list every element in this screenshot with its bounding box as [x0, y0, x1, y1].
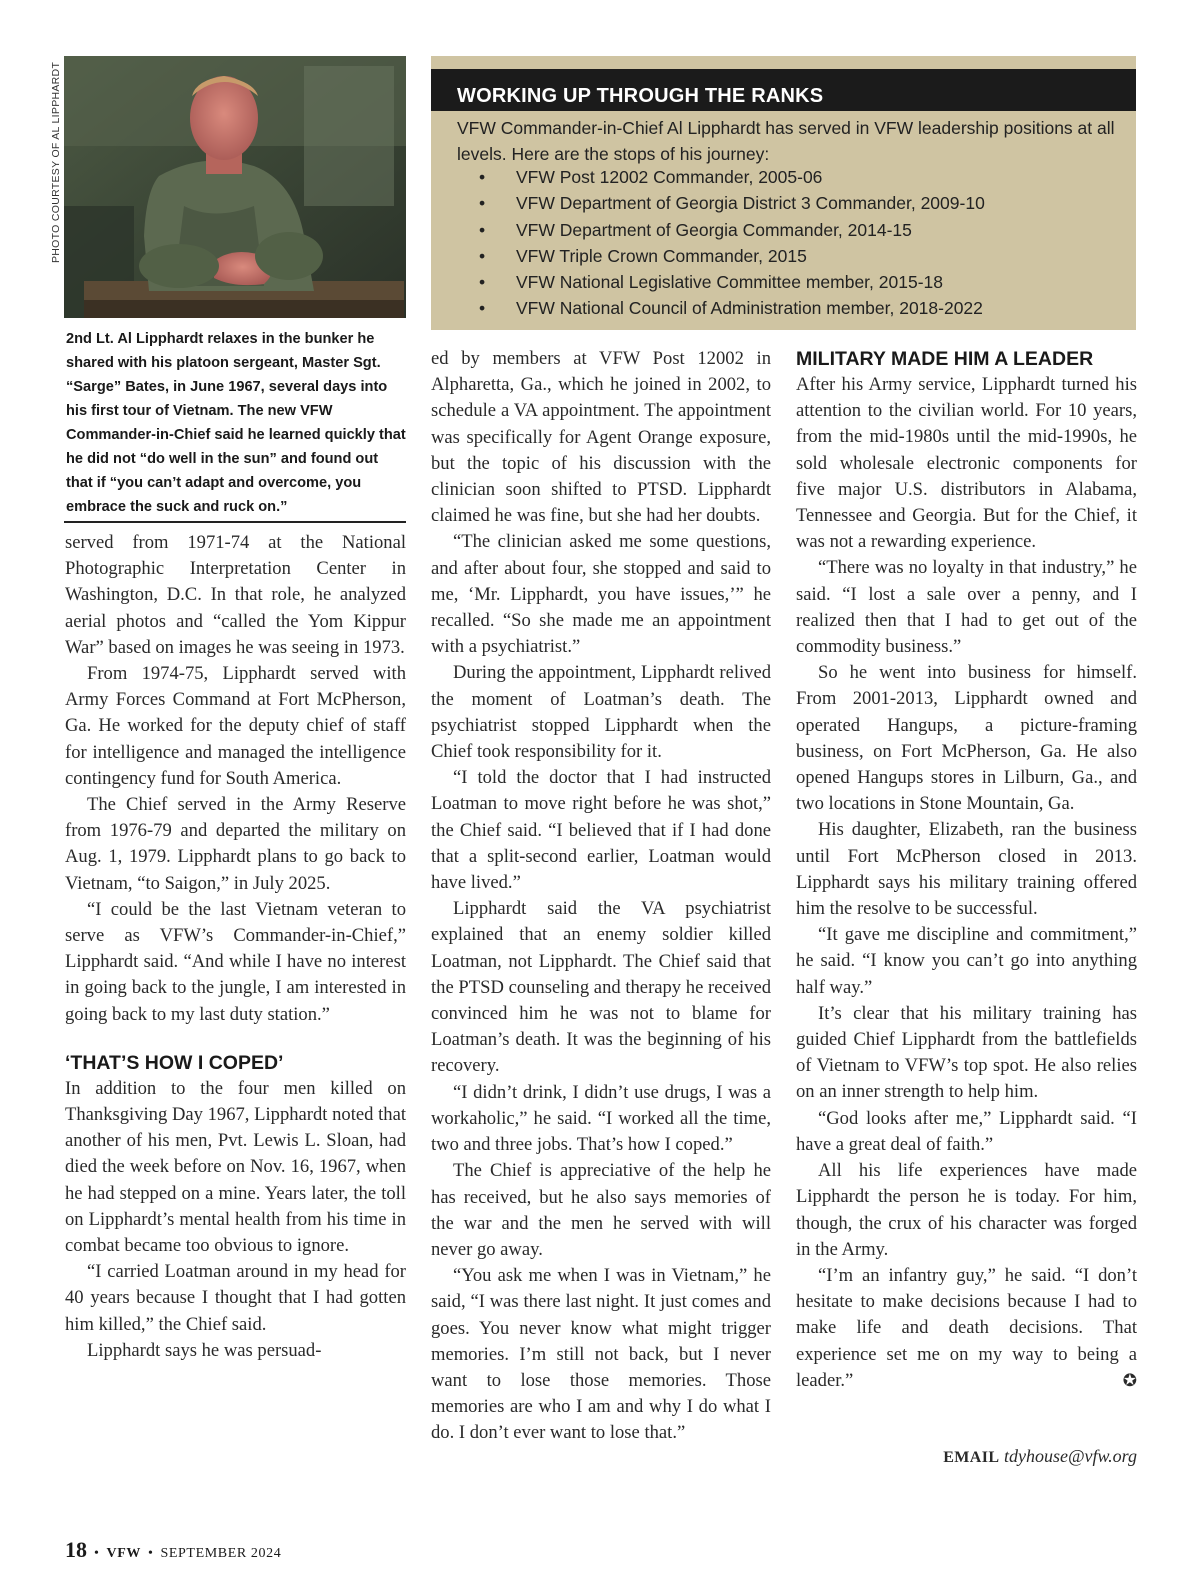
- paragraph: served from 1971-74 at the National Photographic Interpretation Center in Washington, D.C. In that role, he analyzed aerial photos and “called the Yom Kippur War” based on images he was seeing in 1973.: [65, 532, 406, 658]
- paragraph: So he went into business for himself. From 2001-2013, Lipphardt owned and operated Hangups, a picture-framing business, on Fort McPherson, Ga. He also opened Hangups stores in Lilburn, Ga., and two locations in Stone Mountain, Ga.: [796, 662, 1137, 815]
- paragraph-final: [796, 1263, 1137, 1394]
- paragraph: “I told the doctor that I had instructed Loatman to move right before he was shot,” the Chief said. “I believed that if I had done that a split-second earlier, Loatman would have lived.”: [431, 767, 771, 894]
- list-item: [479, 295, 985, 321]
- email-label: EMAIL: [943, 1449, 1000, 1466]
- email-link[interactable]: tdyhouse@vfw.org: [1003, 1446, 1137, 1466]
- article-column-1: [65, 530, 406, 1364]
- bullet-icon: •: [479, 272, 486, 293]
- paragraph: The Chief is appreciative of the help he has received, but he also says memories of the war and the men he served with will never go away.: [431, 1160, 771, 1260]
- paragraph: In addition to the four men killed on Thanksgiving Day 1967, Lipphardt noted that another of his men, Pvt. Lewis L. Sloan, had died the week before on Nov. 16, 1967, when he had stepped on a mine. Years later, the toll on Lipphardt’s mental health from his time in combat became too obvious to ignore.: [65, 1077, 406, 1257]
- paragraph: After his Army service, Lipphardt turned his attention to the civilian world. For 10 years, from the mid-1980s until the mid-1990s, he sold wholesale electronic components for five major U.S. distributors in Alabama, Tennessee and Georgia. But for the Chief, it was not a rewarding experience.: [796, 374, 1137, 553]
- paragraph: His daughter, Elizabeth, ran the business until Fort McPherson closed in 2013. Lipphardt says his military training offered him the resolve to be successful.: [796, 819, 1137, 920]
- list-item: [479, 243, 985, 269]
- paragraph: “I didn’t drink, I didn’t use drugs, I was a workaholic,” he said. “I worked all the time, two and three jobs. That’s how I coped.”: [431, 1081, 771, 1156]
- paragraph: “The clinician asked me some questions, and after about four, she stopped and said to me, ‘Mr. Lipphardt, you have issues,’” he recalled. “So she made me an appointment with a psychiatrist.”: [431, 531, 771, 658]
- paragraph: The Chief served in the Army Reserve from 1976-79 and departed the military on Aug. 1, 1979. Lipphardt plans to go back to Vietnam, “to Saigon,” in July 2025.: [65, 794, 406, 894]
- paragraph: From 1974-75, Lipphardt served with Army Forces Command at Fort McPherson, Ga. He worked for the deputy chief of staff for intelligence and managed the intelligence contingency fund for South America.: [65, 663, 406, 789]
- sidebar-title: WORKING UP THROUGH THE RANKS: [457, 85, 824, 107]
- magazine-name: VFW: [106, 1546, 141, 1561]
- page-number: 18: [65, 1537, 87, 1562]
- sidebar-intro: VFW Commander-in-Chief Al Lipphardt has served in VFW leadership positions at all levels. Here are the stops of his journey:: [457, 118, 1115, 164]
- author-email-line: [796, 1446, 1137, 1467]
- separator-dot: •: [94, 1546, 100, 1561]
- list-item-text: VFW Department of Georgia Commander, 2014-15: [516, 219, 912, 240]
- list-item-text: VFW National Council of Administration member, 2018-2022: [516, 298, 983, 319]
- bullet-icon: •: [479, 167, 486, 187]
- photo-credit: [50, 58, 64, 263]
- sidebar-ranks-box: [431, 56, 1136, 330]
- paragraph: “It gave me discipline and commitment,” he said. “I know you can’t go into anything half way.”: [796, 924, 1137, 998]
- article-column-3: [796, 346, 1137, 1394]
- list-item-text: VFW Triple Crown Commander, 2015: [516, 245, 807, 266]
- bullet-icon: •: [479, 219, 486, 240]
- photo-caption: 2nd Lt. Al Lipphardt relaxes in the bunker he shared with his platoon sergeant, Master Sgt. “Sarge” Bates, in June 1967, several days into his first tour of Vietnam. The new VFW Commander-in-Chief said he learned quickly that he did not “do well in the sun” and found out that if “you can’t adapt and overcome, you embrace the suck and ruck on.”: [66, 331, 406, 515]
- issue-date: SEPTEMBER 2024: [160, 1546, 282, 1561]
- paragraph: “You ask me when I was in Vietnam,” he said, “I was there last night. It just comes and goes. You never know what might trigger memories. I’m still not back, but I never want to lose those memories. Those memories are who I am and why I do what I do. I don’t ever want to lose that.”: [431, 1265, 771, 1444]
- sidebar-list: [479, 164, 985, 322]
- paragraph: “I carried Loatman around in my head for 40 years because I thought that I had gotten him killed,” the Chief said.: [65, 1261, 406, 1335]
- list-item: [479, 164, 985, 190]
- paragraph: “I could be the last Vietnam veteran to serve as VFW’s Commander-in-Chief,” Lipphardt said. “And while I have no interest in going back to the jungle, I am interested in going back to my last duty station.”: [65, 898, 406, 1025]
- bullet-icon: •: [479, 245, 486, 266]
- paragraph: During the appointment, Lipphardt relived the moment of Loatman’s death. The psychiatrist stopped Lipphardt when the Chief took responsibility for it.: [431, 662, 771, 763]
- photo-credit-text: PHOTO COURTESY OF AL LIPPHARDT: [50, 61, 62, 263]
- list-item: [479, 190, 985, 216]
- paragraph: All his life experiences have made Lipphardt the person he is today. For him, though, the crux of his character was forged in the Army.: [796, 1160, 1137, 1260]
- separator-dot: •: [147, 1546, 154, 1561]
- list-item-text: VFW National Legislative Committee member, 2015-18: [516, 272, 943, 293]
- paragraph: It’s clear that his military training has guided Chief Lipphardt from the battlefields of Vietnam to VFW’s top spot. He also relies on an inner strength to help him.: [796, 1002, 1137, 1103]
- paragraph: ed by members at VFW Post 12002 in Alpharetta, Ga., which he joined in 2002, to schedule a VA appointment. The appointment was specifically for Agent Orange exposure, but the topic of his discussion with the clinician soon shifted to PTSD. Lipphardt claimed he was fine, but she had her doubts.: [431, 348, 771, 527]
- list-item-text: VFW Post 12002 Commander, 2005-06: [516, 167, 823, 187]
- paragraph-final-text: “I’m an infantry guy,” he said. “I don’t hesitate to make decisions because I had to make life and death decisions. That experience set me on my way to being a leader.”: [796, 1264, 1137, 1391]
- bullet-icon: •: [479, 298, 486, 319]
- article-column-2: [431, 346, 771, 1447]
- paragraph: Lipphardt said the VA psychiatrist explained that an enemy soldier killed Loatman, not Lipphardt. The Chief said that the PTSD counseling and therapy he received convinced him he was not to blame for Loatman’s death. It was the beginning of his recovery.: [431, 898, 771, 1077]
- page-footer: [65, 1537, 281, 1563]
- caption-divider: [64, 521, 406, 523]
- list-item-text: VFW Department of Georgia District 3 Commander, 2009-10: [516, 193, 985, 214]
- list-item: [479, 269, 985, 295]
- section-heading-leader: MILITARY MADE HIM A LEADER: [796, 348, 1094, 370]
- end-mark-icon: ✪: [1122, 1370, 1137, 1391]
- section-heading-coped: ‘THAT’S HOW I COPED’: [65, 1051, 284, 1074]
- photo-image: [64, 56, 406, 318]
- paragraph: “God looks after me,” Lipphardt said. “I have a great deal of faith.”: [796, 1107, 1137, 1155]
- list-item: [479, 217, 985, 243]
- paragraph: Lipphardt says he was persuad-: [87, 1339, 322, 1361]
- bullet-icon: •: [479, 193, 486, 214]
- photo-lipphardt-bunker: [64, 56, 406, 318]
- paragraph: “There was no loyalty in that industry,” he said. “I lost a sale over a penny, and I realized then that I had to get out of the commodity business.”: [796, 557, 1137, 658]
